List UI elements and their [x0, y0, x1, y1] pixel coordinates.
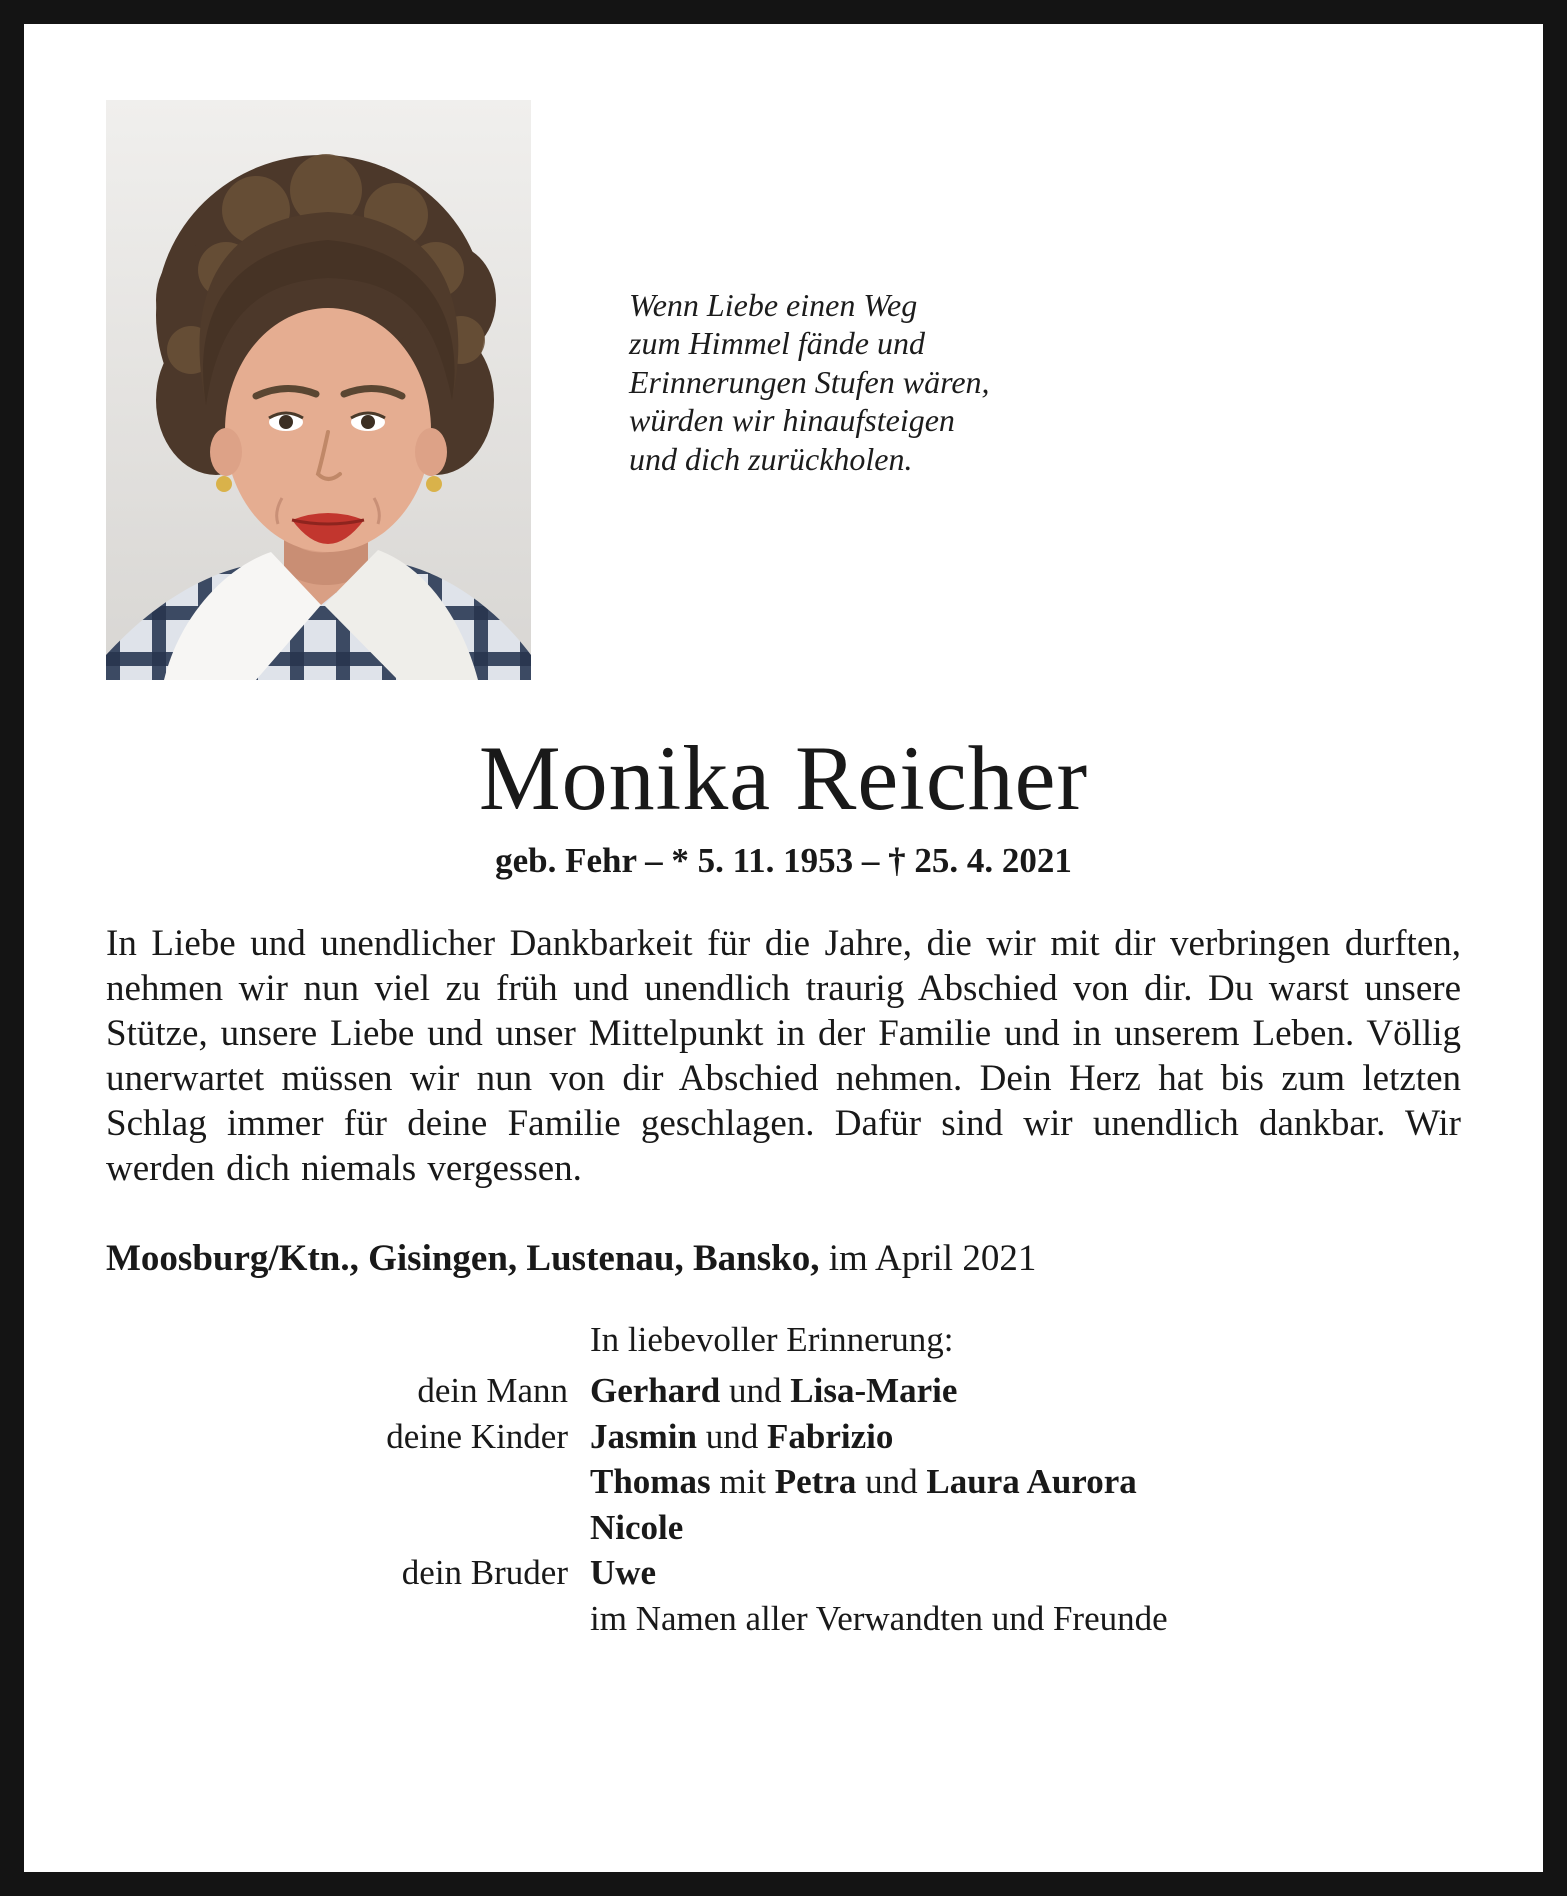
poem-line: und dich zurückholen.: [629, 440, 913, 477]
mourner-relation-label: [106, 1505, 568, 1551]
mourner-relation-label: [106, 1596, 568, 1642]
mourner-name: Nicole: [590, 1507, 684, 1547]
mourner-rows: [106, 1368, 1461, 1641]
poem-line: Wenn Liebe einen Weg: [629, 287, 918, 323]
mourner-name: Thomas: [590, 1462, 711, 1502]
mourner-name: Jasmin: [590, 1416, 697, 1456]
mourner-names: [590, 1368, 957, 1414]
portrait-illustration: [106, 100, 531, 680]
mourner-row: [106, 1596, 1461, 1642]
birth-death-dates: geb. Fehr – * 5. 11. 1953 – † 25. 4. 2021: [495, 840, 1072, 880]
mourner-names: [590, 1459, 1137, 1505]
poem-line: Erinnerungen Stufen wären,: [629, 363, 990, 400]
mourner-name: Fabrizio: [766, 1416, 894, 1456]
location-month: im April 2021: [819, 1238, 1037, 1280]
obituary-text: In Liebe und unendlicher Dankbarkeit für die Jahre, die wir mit dir verbringen durften, nehmen wir nun viel zu früh und unendlich traurig Abschied von dir. Du warst unsere Stütze, unsere Liebe und unser Mittelpunkt in der Familie und in unserem Leben. Völlig unerwartet müssen wir nun von dir Abschied nehmen. Dein Herz hat bis zum letzten Schlag immer für deine Familie geschlagen. Dafür sind wir unendlich dankbar. Wir werden dich niemals vergessen.: [106, 922, 1461, 1190]
poem-line: zum Himmel fände und: [629, 325, 925, 362]
poem-line: würden wir hinaufsteigen: [629, 402, 955, 439]
mourner-connector: im Namen aller Verwandten und Freunde: [590, 1598, 1168, 1638]
location-names: Moosburg/Ktn., Gisingen, Lustenau, Bansko,: [106, 1238, 820, 1280]
mourner-relation-label: deine Kinder: [386, 1416, 568, 1456]
mourner-names: [590, 1550, 656, 1596]
mourner-names: [590, 1414, 893, 1460]
mourner-row: [106, 1414, 1461, 1460]
deceased-name: Monika Reicher: [478, 727, 1089, 829]
mourner-name: Petra: [774, 1462, 857, 1502]
location-date-line: [106, 1237, 1461, 1280]
mourner-row: [106, 1505, 1461, 1551]
obituary-card: [24, 24, 1543, 1872]
mourner-connector: und: [720, 1371, 791, 1411]
mourner-row: [106, 1459, 1461, 1505]
memorial-poem: [629, 286, 990, 478]
mourner-row: [106, 1368, 1461, 1414]
mourner-relation-label: dein Bruder: [401, 1553, 568, 1593]
mourner-relation-label: [106, 1459, 568, 1505]
mourner-names: [590, 1596, 1168, 1642]
mourner-connector: mit: [710, 1462, 775, 1502]
remembrance-section: [106, 1320, 1461, 1641]
top-section: [106, 100, 1461, 680]
mourner-name: Gerhard: [590, 1371, 721, 1411]
mourner-name: Lisa-Marie: [790, 1371, 958, 1411]
remembrance-heading: In liebevoller Erinnerung:: [590, 1320, 954, 1360]
mourner-row: [106, 1550, 1461, 1596]
mourner-connector: und: [856, 1462, 927, 1502]
mourner-names: [590, 1505, 683, 1551]
mourner-connector: und: [696, 1416, 767, 1456]
mourner-relation-label: dein Mann: [417, 1371, 568, 1411]
mourner-name: Laura Aurora: [926, 1462, 1137, 1502]
portrait-photo: [106, 100, 531, 680]
mourner-name: Uwe: [590, 1553, 657, 1593]
